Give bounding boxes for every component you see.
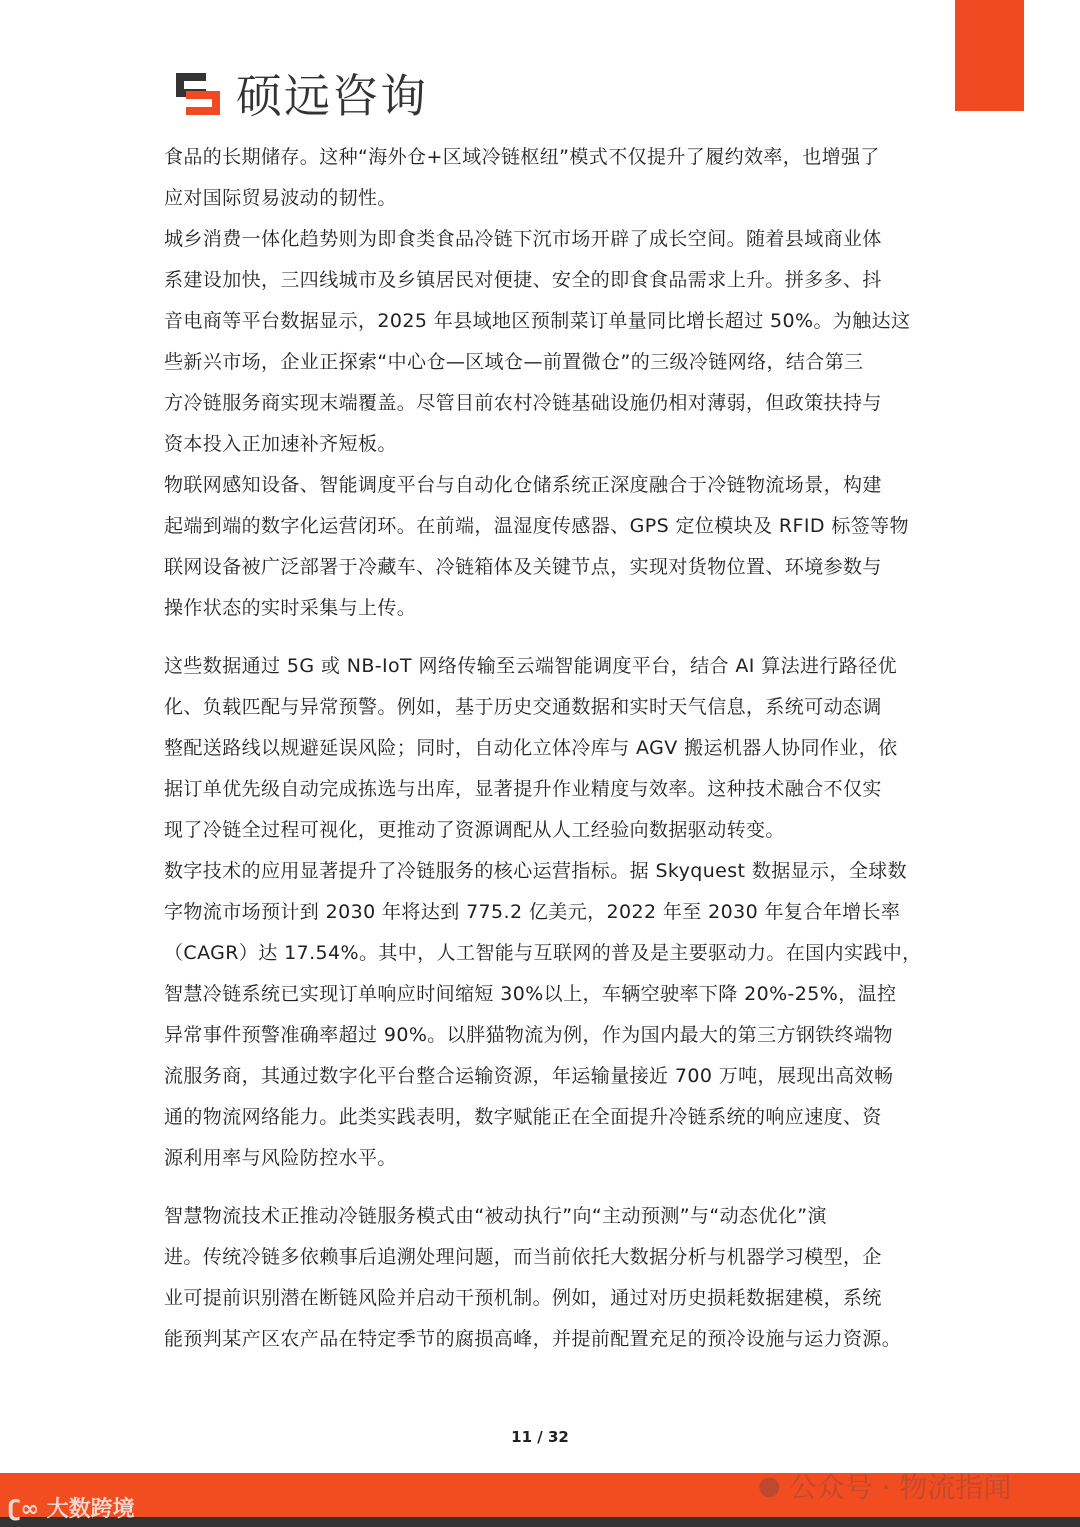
text-line: 些新兴市场，企业正探索“中心仓—区域仓—前置微仓”的三级冷链网络，结合第三 <box>164 351 864 373</box>
text-line: 流服务商，其通过数字化平台整合运输资源，年运输量接近 700 万吨，展现出高效畅 <box>164 1065 894 1087</box>
text-line: 整配送路线以规避延误风险；同时，自动化立体冷库与 AGV 搬运机器人协同作业，依 <box>164 737 898 759</box>
paragraph <box>164 140 924 222</box>
text-line: 联网设备被广泛部署于冷藏车、冷链箱体及关键节点，实现对货物位置、环境参数与 <box>164 556 882 578</box>
watermark-right <box>758 1466 1011 1506</box>
text-line: 进。传统冷链多依赖事后追溯处理问题，而当前依托大数据分析与机器学习模型，企 <box>164 1246 882 1268</box>
text-line: 这些数据通过 5G 或 NB-IoT 网络传输至云端智能调度平台，结合 AI 算法进行路径优 <box>164 655 897 677</box>
text-line: 应对国际贸易波动的韧性。 <box>164 187 397 209</box>
company-logo <box>176 60 428 126</box>
document-body <box>164 140 924 1363</box>
text-line: 食品的长期储存。这种“海外仓+区域冷链枢纽”模式不仅提升了履约效率，也增强了 <box>164 146 880 168</box>
watermark-right-text: 公众号 · 物流指闻 <box>788 1471 1012 1504</box>
corner-accent-block <box>955 0 1024 111</box>
text-line: 能预判某产区农产品在特定季节的腐损高峰，并提前配置充足的预冷设施与运力资源。 <box>164 1328 902 1350</box>
text-line: 字物流市场预计到 2030 年将达到 775.2 亿美元，2022 年至 2030 年复合年增长率 <box>164 901 901 923</box>
text-line: 系建设加快，三四线城市及乡镇居民对便捷、安全的即食食品需求上升。拼多多、抖 <box>164 269 882 291</box>
logo-text: 硕远咨询 <box>236 69 428 123</box>
text-line: 资本投入正加速补齐短板。 <box>164 433 397 455</box>
text-line: 音电商等平台数据显示，2025 年县域地区预制菜订单量同比增长超过 50%。为触达这 <box>164 310 911 332</box>
text-line: 业可提前识别潜在断链风险并启动干预机制。例如，通过对历史损耗数据建模，系统 <box>164 1287 882 1309</box>
text-line: 操作状态的实时采集与上传。 <box>164 597 417 619</box>
text-line: 数字技术的应用显著提升了冷链服务的核心运营指标。据 Skyquest 数据显示，全球数 <box>164 860 908 882</box>
text-line: 智慧冷链系统已实现订单响应时间缩短 30%以上，车辆空驶率下降 20%-25%，温控 <box>164 983 897 1005</box>
text-line: 化、负载匹配与异常预警。例如，基于历史交通数据和实时天气信息，系统可动态调 <box>164 696 882 718</box>
text-line: 方冷链服务商实现末端覆盖。尽管目前农村冷链基础设施仍相对薄弱，但政策扶持与 <box>164 392 882 414</box>
paragraph <box>164 649 924 854</box>
text-line: 物联网感知设备、智能调度平台与自动化仓储系统正深度融合于冷链物流场景，构建 <box>164 474 882 496</box>
text-line: （CAGR）达 17.54%。其中，人工智能与互联网的普及是主要驱动力。在国内实践中， <box>164 942 922 964</box>
watermark-left <box>8 1492 135 1523</box>
page-indicator: 11 / 32 <box>511 1428 569 1446</box>
text-line: 起端到端的数字化运营闭环。在前端，温湿度传感器、GPS 定位模块及 RFID 标签等物 <box>164 515 909 537</box>
text-line: 异常事件预警准确率超过 90%。以胖猫物流为例，作为国内最大的第三方钢铁终端物 <box>164 1024 893 1046</box>
wechat-icon: ● <box>758 1471 781 1501</box>
text-line: 源利用率与风险防控水平。 <box>164 1147 397 1169</box>
footer-dark-strip <box>0 1517 1080 1527</box>
paragraph <box>164 1199 924 1363</box>
logo-mark-icon <box>176 69 226 117</box>
paragraph <box>164 854 924 1182</box>
watermark-logo-icon: ʗ∞ <box>8 1497 47 1522</box>
text-line: 城乡消费一体化趋势则为即食类食品冷链下沉市场开辟了成长空间。随着县域商业体 <box>164 228 882 250</box>
text-line: 现了冷链全过程可视化，更推动了资源调配从人工经验向数据驱动转变。 <box>164 819 785 841</box>
text-line: 据订单优先级自动完成拣选与出库，显著提升作业精度与效率。这种技术融合不仅实 <box>164 778 882 800</box>
paragraph <box>164 468 924 632</box>
text-line: 通的物流网络能力。此类实践表明，数字赋能正在全面提升冷链系统的响应速度、资 <box>164 1106 882 1128</box>
watermark-left-text: 大数跨境 <box>46 1497 135 1522</box>
paragraph <box>164 222 924 468</box>
text-line: 智慧物流技术正推动冷链服务模式由“被动执行”向“主动预测”与“动态优化”演 <box>164 1205 827 1227</box>
